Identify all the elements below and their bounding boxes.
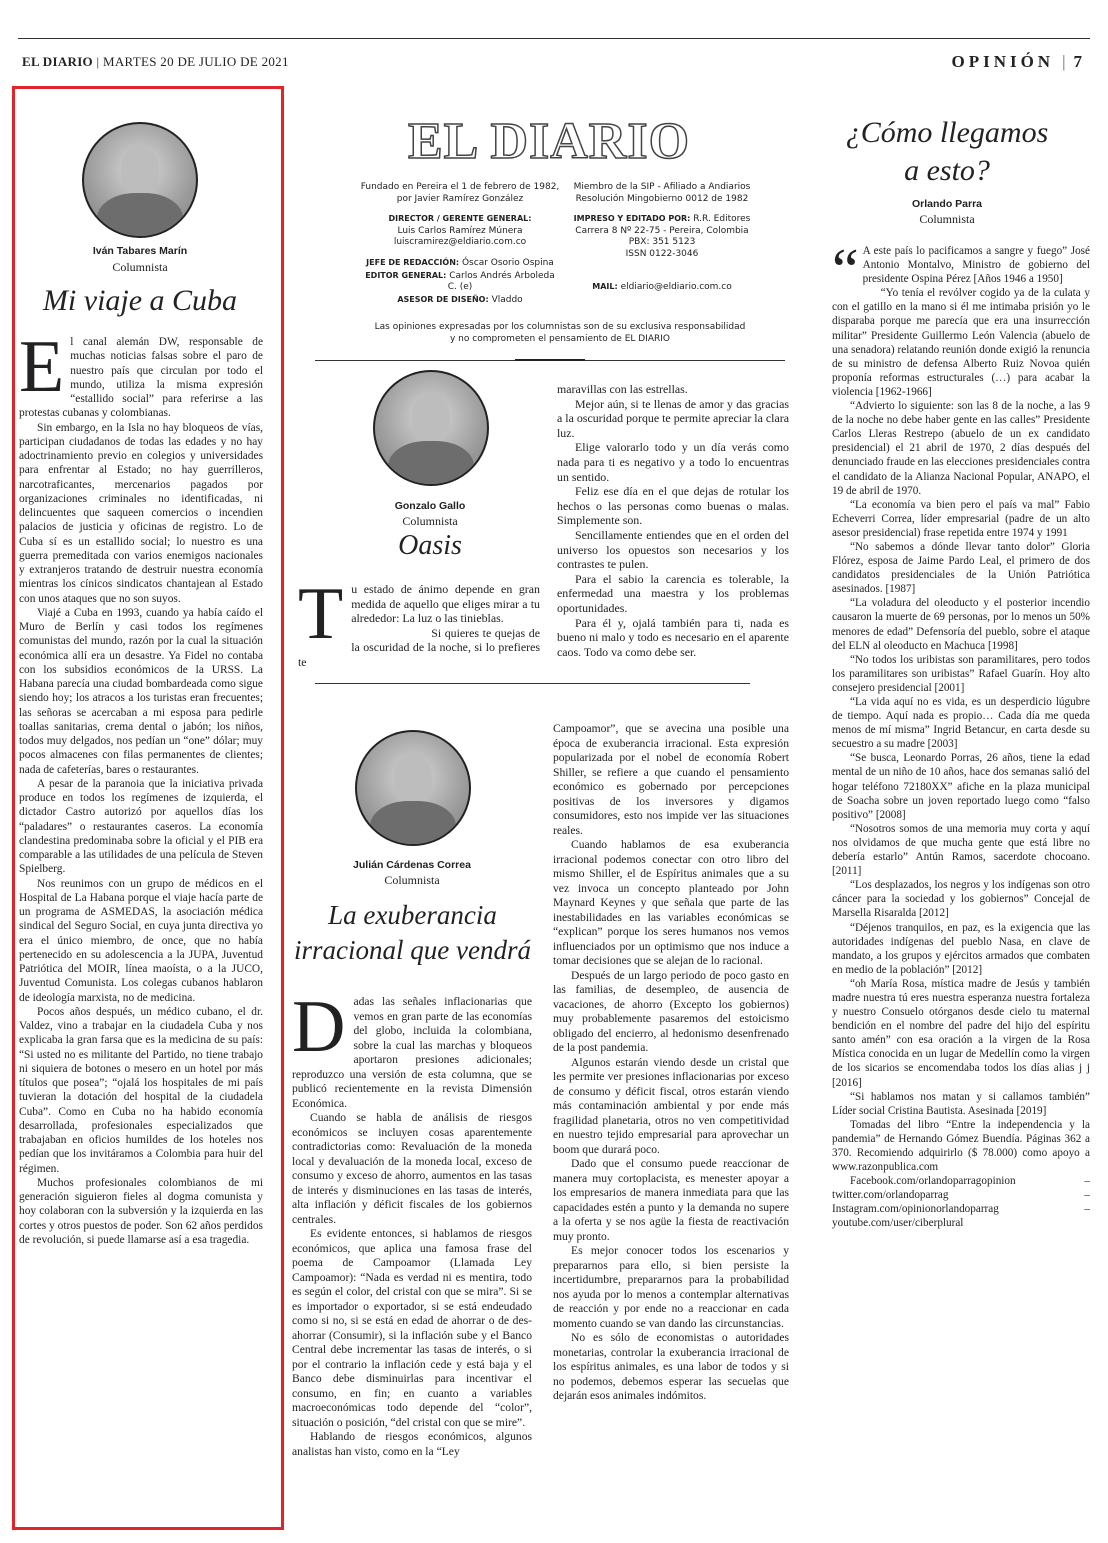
paragraph: “Si hablamos nos matan y si callamos también” Líder social Cristina Bautista. Asesinada [2019] [832,1090,1090,1117]
paragraph: Sin embargo, en la Isla no hay bloqueos de vías, participan ciudadanos de todas las edades y no hay adoctrinamiento previo en colegios y universidades para enfrentar al Estado; no hay guerrilleros, narcotraficantes, mercenarios pagados por organizaciones criminales no identificadas, ni delincuentes que saqueen comercios o incendien palacios de justicia y oficinas de registro. Lo de Cuba sí es un estallido social; lo nuestro es una guerra premeditada con varios enemigos nacionales y extranjeros tratando de destruir nuestra economía mientras los cínicos sindicatos chantajean al Estado con unos ataques que no son suyos. [19,421,263,605]
paragraph: Tu estado de ánimo depende en gran medida de aquello que eliges mirar a tu alrededor: La luz o las tinieblas. [298,573,540,655]
paragraph: Feliz ese día en el que dejas de rotular los hechos o las personas como buenas o malas. Simplemente son. [557,484,789,528]
header-separator: | [96,54,103,69]
paragraph: “No todos los uribistas son paramilitares, pero todos los paramilitares son uribistas” Rafael Guarín. Hoy alto consejero presidencial [2001] [832,653,1090,694]
article-body-exuberancia-right [553,722,789,1404]
masthead-info-left: Fundado en Pereira el 1 de febrero de 1982, por Javier Ramírez González DIRECTOR / GERENTE GENERAL: Luis Carlos Ramírez Múnera luiscramirez@eldiario.com.co JEFE DE REDACCIÓN: Óscar Osorio Ospina EDITOR GENERAL: Carlos Andrés Arboleda C. (e) ASESOR DE DISEÑO: Vladdo [360,182,560,305]
paragraph: Algunos estarán viendo desde un cristal que les permite ver presiones inflacionarias por exceso de consumo y déficit fiscal, otros estarán viendo más contaminación ambiental y por ende más fragilidad planetaria, otros no ven competitividad en nuestro tejido empresarial para aprovechar un boom que durará poco. [553,1055,789,1156]
author-photo-julian [355,730,471,846]
paragraph: Cuando hablamos de esa exuberancia irracional podemos conectar con otro libro del mismo Shiller, el de Espíritus animales que a su vez invoca un concepto planteado por John Maynard Keynes y que señala que parte de las inestabilidades en las variables económicas se “explican” porque los seres humanos nos vemos influenciados por un optimismo que nos induce a tomar decisiones que se alejan de lo racional. [553,838,789,967]
paragraph: Después de un largo periodo de poco gasto en las familias, de desempleo, de ausencia de vacaciones, de ahorro (Excepto los gobiernos) muy probablemente pasaremos del estoicismo obligado del encierro, al hedonismo desenfrenado de la post pandemia. [553,968,789,1054]
author-photo-ivan [82,122,198,238]
divider [585,360,785,361]
divider [515,359,585,361]
paragraph: Elige valorarlo todo y un día verás como nada para ti es negativo y a todo lo encuentras un sentido. [557,440,789,484]
drop-cap: E [19,326,65,408]
paragraph: “Nosotros somos de una memoria muy corta y aquí nos olvidamos de que mucha gente que está libre no debería estarlo” Antún Ramos, sacerdote chocoano. [2011] [832,822,1090,878]
paragraph: “Déjenos tranquilos, en paz, es la exigencia que las autoridades indígenas del pueblo Nasa, en clave de mandato, a los grupos y ejércitos armados que combaten en medio de la población” [2012] [832,921,1090,976]
masthead-logo: EL DIARIO [407,113,691,170]
author-role: Columnista [384,873,440,887]
drop-cap: T [298,573,344,655]
article-body-oasis-right [557,382,789,659]
article-body-exuberancia-left [292,986,532,1459]
article-body-cuba [19,326,263,1247]
paragraph: “Se busca, Leonardo Porras, 26 años, tiene la edad mental de un niño de 10 años, hace dos semanas salió del hogar teléfono 72180XX” afiche en la plaza municipal de Soacha sobre un joven reportado luego como “falso positivo” [2008] [832,752,1090,821]
paragraph: “oh María Rosa, mística madre de Jesús y también madre nuestra tú eres nuestra esperanza nuestra fortaleza y nuestro Consuelo otórganos desde cielo tu maternal bendición en el nombre del padre del hijo del espíritu santo amén” con esa oración a la virgen de la Rosa Mística conocida en un lugar de Medellín como la virgen de los sicarios se encomendaba todos los días alias j j [2016] [832,977,1090,1089]
paragraph: Campoamor”, que se avecina una posible una época de exuberancia irracional. Esta expresión popularizada por el nobel de economía Robert Shiller, se refiere a que cuando el pensamiento económico es gobernado por percepciones positivas de los inversores y digamos consumidores, esto nos impide ver las situaciones reales. [553,722,789,837]
author-name: Orlando Parra [911,198,983,210]
article-title: La exuberancia irracional que vendrá [294,900,531,965]
paragraph: Para el sabio la carencia es tolerable, la enfermedad una maestra y los problemas oportunidades. [557,571,789,615]
header-separator: | [1062,52,1066,71]
section-name: OPINIÓN [951,52,1055,71]
paragraph: Sencillamente entiendes que en el orden del universo los opuestos son necesarios y los contrastes te pulen. [557,527,789,572]
article-title: ¿Cómo llegamos a esto? [845,116,1049,187]
paragraph: “No sabemos a dónde llevar tanto dolor” Gloria Flórez, esposa de Jaime Pardo Leal, el primero de dos candidatos presidenciales de la Unión Patriótica asesinados. [1987] [832,540,1090,596]
paragraph: “La vida aquí no es vida, es un desperdicio lúgubre de tiempo. Aquí nada es propio… Cada día me queda menos de mí misma” Ingrid Betancur, en carta desde su secuestro a su madre [2003] [832,696,1090,751]
issue-date: MARTES 20 DE JULIO DE 2021 [103,54,289,69]
paragraph: Para él y, ojalá también para ti, nada es bueno ni malo y todo es necesario en el aparente caos. Todo va como debe ser. [557,615,789,659]
paragraph: El canal alemán DW, responsable de muchas noticias falsas sobre el paro de nuestro país que circulan por todo el mundo, utiliza la misma expresión “estallido social” para referirse a las protestas cubanas y colombianas. [19,326,263,420]
paragraph: Es evidente entonces, si hablamos de riesgos económicos, que aplica una famosa frase del poema de Campoamor (Llamada Ley Campoamor): “Nada es verdad ni es mentira, todo es según el color, del cristal con que se mira”. Si se es importador o exportador, si se está endeudado como si no, si se está en edad de ahorrar o de des-ahorrar (Consumir), si la inflación sube y el Banco Central debe incrementar las tasas de interés, o si por el contrario la inflación cede y está baja y el Banco debe disminuirlas para incentivar el consumo, en fin; en cuanto a variables macroeconómicas todo depende del “color”, situación o posición, “del cristal con que se mire”. [292,1227,532,1429]
social-links: Facebook.com/orlandoparragopinion –twitter.com/orlandoparrag – Instagram.com/opinionorlandoparrag – youtube.com/user/ciberplural [832,1175,1090,1230]
paragraph: “Yo tenía el revólver cogido ya de la culata y con el gatillo en la mano si él me intimaba prisión yo le disparaba porque me parecía que era una insurrección militar” Presidente Guillermo León Valencia (abuelo de una senadora) relatando reunión donde exigió la renuncia de su ministro de defensa Alberto Ruiz Novoa quién proponía reformas estructurales (…) para acabar la violencia [1962-1966] [832,287,1090,398]
paragraph: Pocos años después, un médico cubano, el dr. Valdez, vino a trabajar en la ciudadela Cuba y nos explicaba la gran farsa que es la medicina de su país: “Si usted no es militante del Partido, no tiene trabajo ni siquiera de botones o mesero en un hotel por más títulos que posea”; “ojalá los hospitales de mi país tuvieran la dotación del hospital de la ciudadela Cuba”. Como en Cuba no ha habido economía desarrollada, profesionales especializados que trabajaban en oficios humildes de los hoteles nos pedían que los invitáramos a Colombia para huir del régimen. [19,1005,263,1175]
paragraph: “Advierto lo siguiente: son las 8 de la noche, a las 9 de la noche no debe haber gente en las calles” Presidente Carlos Lleras Restrepo (abuelo de un ex candidato presidencial) el 21 abril de 1970, 2 días después del denunciado fraude en las elecciones presidenciales contra el candidato de la Alianza Nacional Popular, ANAPO, el 19 de abril de 1970. [832,400,1090,497]
author-name: Iván Tabares Marín [92,245,188,257]
paragraph: Dadas las señales inflacionarias que vemos en gran parte de las economías del globo, incluida la colombiana, sobre la cual las marchas y bloqueos aportaron presiones adicionales; reproduzco una versión de esta columna, que se publicó recientemente en la revista Dimensión Económica. [292,986,532,1110]
paragraph: “ A este país lo pacificamos a sangre y fuego” José Antonio Montalvo, Ministro de gobierno del presidente Ospina Pérez [Años 1946 a 1950] [832,237,1090,303]
author-role: Columnista [402,514,458,528]
drop-cap: D [292,986,346,1068]
page-header-left [22,54,289,70]
author-name: Julián Cárdenas Correa [353,859,471,871]
paragraph: “La voladura del oleoducto y el posterior incendio causaron la muerte de 69 personas, por lo menos un 50% menores de edad” Defensoría del pueblo, sobre el ataque del ELN al oleoducto en Machuca [1998] [832,597,1090,652]
paragraph: “Los desplazados, los negros y los indígenas son otro cáncer para la sociedad y los gobiernos” Concejal de Marsella Risaralda [2012] [832,879,1090,920]
page-header-rule [18,38,1090,39]
disclaimer: Las opiniones expresadas por los columnistas son de su exclusiva responsabilidad y no comprometen el pensamiento de EL DIARIO [374,322,746,344]
paragraph: Nos reunimos con un grupo de médicos en el Hospital de La Habana porque el viaje hacía parte de un programa de ASMEDAS, la asociación médica sindical del Seguro Social, en cuya junta directiva yo era el único miembro, de once, que no había pertenecido en su adolescencia a la JUPA, Juventud Patriótica del MOIR, línea maoísta, o a la JUCO, Juventud Comunista. Los colegas cubanos hablaron de ideología marxista, no de medicina. [19,877,263,1004]
author-photo-gonzalo [373,370,489,486]
divider [315,360,515,361]
author-role: Columnista [919,212,975,226]
article-title: Oasis [398,530,462,561]
paragraph: A pesar de la paranoia que la iniciativa privada produce en todos los regímenes de izquierda, el dictador Castro autorizó por aquellos días los “paladares” o restaurantes caseros. La economía clandestina predominaba sobre la oficial y el PIB era comparable a las utilidades de una película de Steven Spielberg. [19,777,263,876]
author-role: Columnista [112,260,168,274]
divider [315,683,750,684]
quote-mark: “ [832,237,859,303]
paragraph: Dado que el consumo puede reaccionar de manera muy cortoplacista, es menester apoyar a los empresarios de manera inmediata para que las capacidades estén a punto y la demanda no supere a la oferta y se nos agüe la fiesta de reactivación muy pronto. [553,1157,789,1243]
paragraph: Viajé a Cuba en 1993, cuando ya había caído el Muro de Berlín y casi todos los regímenes comunistas del mundo, razón por la cual la situación económica allí era un desastre. Ya Fidel no contaba con los subsidios económicos de la URSS. La Habana parecía una ciudad bombardeada como sigue siendo hoy; los atracos a los turistas eran frecuentes; las señoras se acercaban a mi esposa para pedirle toallas sanitarias, crema dental o jabón; los niños, todos muy delgados, nos pedían un “one” dólar; muy pocos almacenes con filas permanentes de clientes; nada de cafeterías, bares o restaurantes. [19,606,263,776]
paragraph: Tomadas del libro “Entre la independencia y la pandemia” de Hernando Gómez Buendía. Páginas 362 a 370. Recomiendo adquirirlo ($ 78.000) como apoyo a www.razonpublica.com [832,1118,1090,1174]
article-body-llegamos [832,237,1090,1231]
article-body-oasis-left [298,573,540,670]
paragraph: “La economía va bien pero el país va mal” Fabio Echeverri Correa, líder empresarial (padre de un alto asesor presidencial) frase repetida entre 1974 y 1991 [832,498,1090,539]
paragraph: Muchos profesionales colombianos de mi generación siguieron fieles al dogma comunista y hoy colaboran con la subversión y la izquierda en las cortes y otros puestos de poder. Son 62 años perdidos de revolución, si puede llamarse así a esa tragedia. [19,1176,263,1246]
page-header-right [951,52,1086,72]
paragraph: Si quieres te quejas de la oscuridad de la noche, si lo prefieres te [298,625,540,669]
paragraph: maravillas con las estrellas. [557,382,688,396]
paragraph: Es mejor conocer todos los escenarios y prepararnos para ello, si bien persiste la incertidumbre, prepararnos para la probabilidad nos ayuda por lo menos a contemplar alternativas de reacción y por ende no a reaccionar en cada momento cuando se van dando las circunstancias. [553,1244,789,1330]
masthead-info-right: Miembro de la SIP - Afiliado a Andiarios Resolución Mingobierno 0012 de 1982 IMPRESO Y EDITADO POR: R.R. Editores Carrera 8 Nº 22-75 - Pereira, Colombia PBX: 351 5123 ISSN 0122-3046 MAIL: eldiario@eldiario.com.co [573,182,751,292]
paragraph: Hablando de riesgos económicos, algunos analistas han visto, como en la “Ley [292,1430,532,1458]
paragraph: No es sólo de economistas o autoridades monetarias, controlar la exuberancia irracional de los espíritus animales, es una labor de todos y si no podemos, debemos esperar las secuelas que dejarán esos animales indómitos. [553,1331,789,1402]
paper-name: EL DIARIO [22,54,93,69]
page-number: 7 [1073,52,1086,71]
article-title: Mi viaje a Cuba [42,284,238,317]
paragraph: Cuando se habla de análisis de riesgos económicos se incluyen cosas aparentemente contradictorias como: Revaluación de la moneda local y devaluación de la moneda local, exceso de consumo y exceso de ahorro, aumentos en las tasas de interés y disminuciones en las tasas de interés, alta inflación y déficit fiscales de los gobiernos centrales. [292,1111,532,1226]
author-name: Gonzalo Gallo [394,500,466,512]
paragraph: Mejor aún, si te llenas de amor y das gracias a la oscuridad porque te permite apreciar la clara luz. [557,396,789,440]
